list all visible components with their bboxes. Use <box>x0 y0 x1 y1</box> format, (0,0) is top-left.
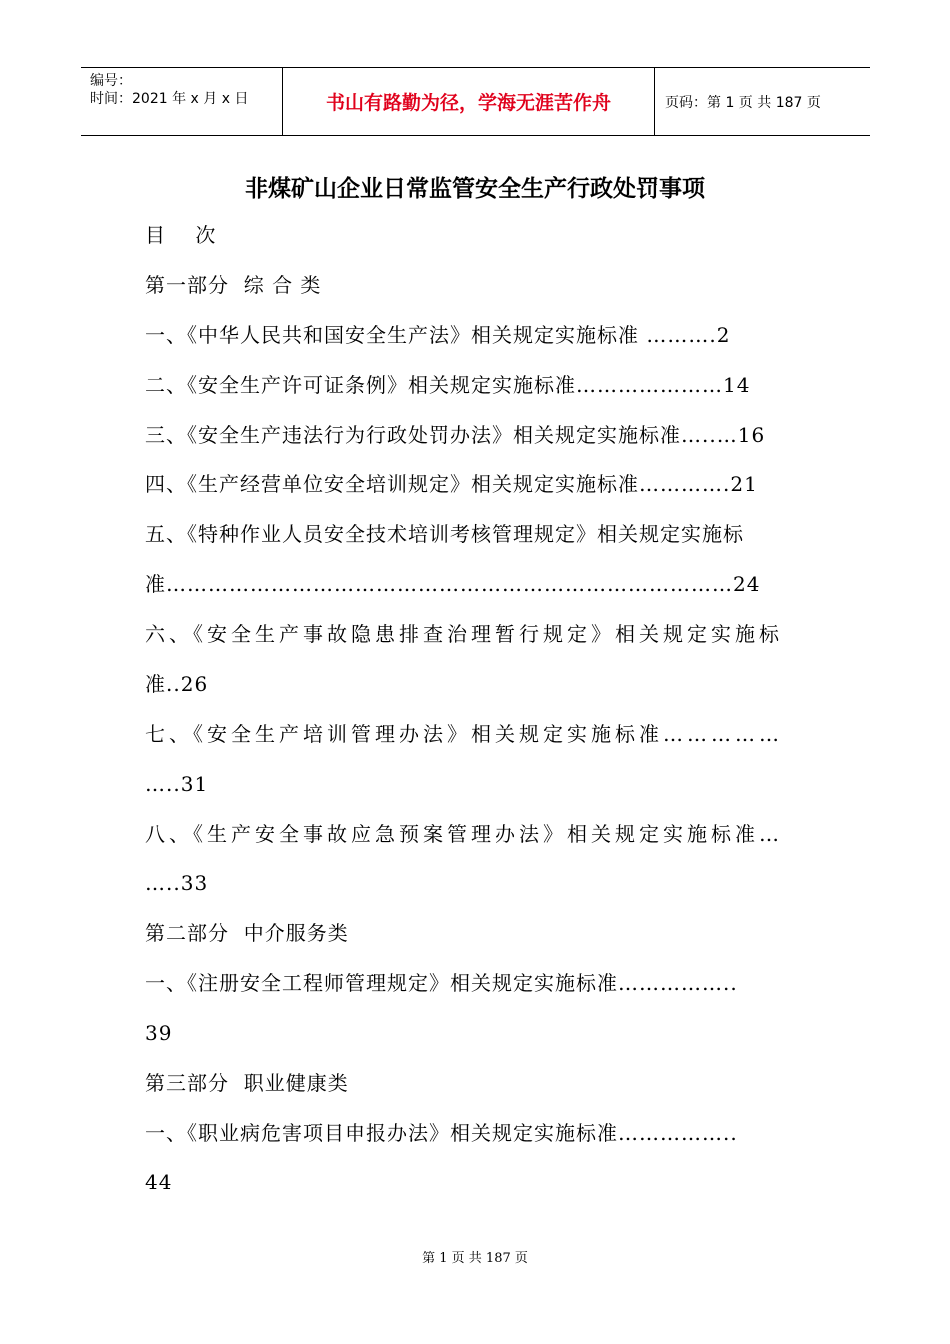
time-label: 时间：2021 年 x 月 x 日 <box>90 91 249 107</box>
toc-entry: 八、《生产安全事故应急预案管理办法》相关规定实施标准… <box>145 822 783 846</box>
toc-section-3: 第三部分 职业健康类 <box>145 1071 349 1095</box>
document-title: 非煤矿山企业日常监管安全生产行政处罚事项 <box>245 176 705 202</box>
toc-entry-continued: …..33 <box>145 871 209 895</box>
toc-entry: 一、《职业病危害项目申报办法》相关规定实施标准…………….. <box>145 1121 738 1145</box>
header-page-info: 页码：第 1 页 共 187 页 <box>665 94 821 111</box>
toc-entry: 一、《注册安全工程师管理规定》相关规定实施标准…………….. <box>145 971 738 995</box>
toc-entry: 五、《特种作业人员安全技术培训考核管理规定》相关规定实施标 <box>145 522 744 546</box>
toc-entry-continued: …..31 <box>145 772 209 796</box>
header-motto: 书山有路勤为径，学海无涯苦作舟 <box>282 68 655 135</box>
toc-section-1: 第一部分 综 合 类 <box>145 273 322 297</box>
toc-entry: 二、《安全生产许可证条例》相关规定实施标准…………………14 <box>145 373 751 397</box>
toc-section-2: 第二部分 中介服务类 <box>145 921 349 945</box>
page-footer: 第 1 页 共 187 页 <box>422 1251 528 1266</box>
toc-entry-continued: 准………………………………………………………………………24 <box>145 572 761 596</box>
toc-entry: 四、《生产经营单位安全培训规定》相关规定实施标准………….21 <box>145 472 758 496</box>
header-meta <box>81 68 282 135</box>
toc-heading: 目 次 <box>145 223 217 247</box>
toc-entry: 一、《中华人民共和国安全生产法》相关规定实施标准 ……….2 <box>145 323 731 347</box>
toc-entry: 七、《安全生产培训管理办法》相关规定实施标准…………… <box>145 722 783 746</box>
toc-entry: 三、《安全生产违法行为行政处罚办法》相关规定实施标准…..…16 <box>145 423 766 447</box>
toc-entry-continued: 39 <box>145 1021 173 1045</box>
code-label: 编号： <box>90 73 132 89</box>
toc-entry-continued: 44 <box>145 1170 173 1194</box>
toc-entry: 六、《安全生产事故隐患排查治理暂行规定》相关规定实施标 <box>145 622 783 646</box>
toc-entry-continued: 准..26 <box>145 672 209 696</box>
page-header <box>81 67 870 136</box>
